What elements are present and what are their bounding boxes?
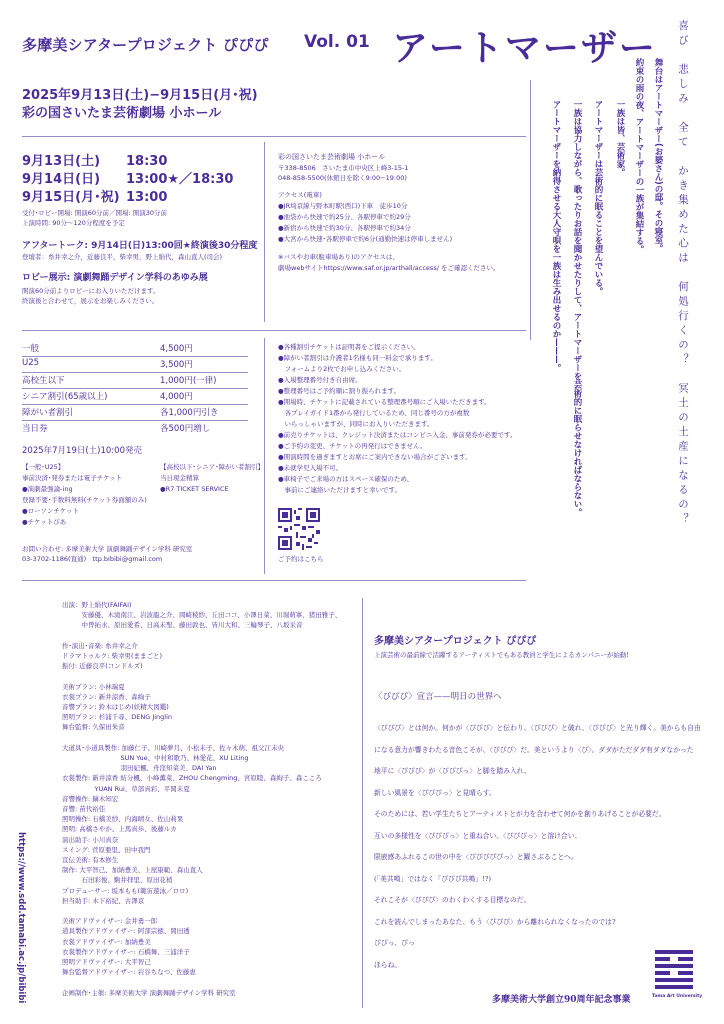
note-line: ●前売りチケットは、クレジット決済またはコンビニ入金、事前発券が必要です。: [278, 431, 517, 439]
credit-line: 出演：野上絹代(FAIFAI): [62, 601, 132, 609]
credit-line: 美術プラン: 小林瑞夏: [62, 682, 125, 691]
credit-line: 企画制作･主催: 多摩美術大学 演劇舞踊デザイン学科 研究室: [62, 988, 236, 997]
credit-line: 照明操作: 石橋美紗、内海晴女、佐山莉果: [62, 815, 184, 824]
performance-dates: 2025年9月13日(土)−9月15日(月･祝): [22, 88, 258, 103]
after-talk-guests: 登壇者：糸井幸之介，近藤良平，柴幸男，野上絹代，森山直人(司会): [22, 253, 223, 261]
credit-line: 作･演出･音楽: 糸井幸之介: [62, 641, 138, 650]
credit-line: 音響: 苗代裕佳: [62, 805, 106, 814]
sales-right-head: 【高校以下･シニア･障がい者割引】: [160, 463, 264, 471]
credit-line: 照明: 高橋さやか、上馬真歩、後藤ルカ: [62, 825, 177, 834]
credit-line: 制作: 大平智己、加納豊美、上屋康範、森山直人: [62, 866, 203, 875]
access-heading: アクセス(電車): [278, 191, 322, 199]
credit-line: 担当助手: 木下裕紀、古澤京: [62, 896, 145, 905]
manifesto-line: 互いの多様性を〈ぴぴぴっ〉と重ね合い、〈ぴぴぴっ〉と溶け合い、: [374, 831, 582, 840]
access-line: ●JR埼京線与野本町駅(西口)下車 徒歩10分: [278, 202, 408, 210]
ticket-link[interactable]: ●ローソンチケット: [22, 507, 79, 515]
access-venue: 彩の国さいたま芸術劇場 小ホール: [278, 153, 386, 161]
sales-line: 事前決済･発券または電子チケット: [22, 474, 123, 482]
sales-line: 登録不要･手数料無料(チケット券面額のみ): [22, 496, 147, 504]
after-talk: アフタートーク: 9月14日(日)13:00回★終演後30分程度: [22, 241, 258, 251]
schedule-note: 上演時間: 90分〜120分程度を予定: [22, 219, 125, 227]
lobby-note: 開演60分前よりロビーにお入りいただけます。: [22, 287, 160, 295]
divider: [362, 598, 363, 1008]
qr-caption: ご予約はこちら: [278, 555, 324, 563]
manifesto-line: そのためには、若い学生たちとアーティストとが力を合わせて何かを創りあげることが必要だ。: [374, 810, 666, 818]
access-note: 劇場webサイトhttps://www.saf.or.jp/arthall/access/ をご確認ください。: [278, 264, 500, 272]
footer-text: 多摩美術大学創立90周年記念事業: [492, 995, 631, 1005]
divider: [22, 136, 526, 137]
credit-line: プロデューサー: 坂本もも(範宙遊泳／ロロ): [62, 886, 189, 895]
manifesto-line: それこそが〈ぴぴぴ〉のわくわくする目標なのだ。: [374, 896, 531, 904]
price-row: 障がい者割引 各1,000円引き: [22, 408, 219, 418]
price-row: 高校生以下 1,000円(一律): [22, 376, 217, 386]
project-title: 多摩美シアタープロジェクト ぴぴぴ: [22, 36, 269, 54]
volume-number: Vol. 01: [304, 32, 370, 52]
university-logo-text: Tama Art University: [652, 994, 703, 999]
credit-line: 舞台監督: 久保田朱音: [62, 723, 125, 732]
ticket-link[interactable]: ●演劇最強論-ing: [22, 485, 73, 493]
credit-line: 照明アドヴァイザー: 大平智己: [62, 958, 151, 967]
price-rule: [22, 388, 248, 389]
access-tel: 048-858-5500(休館日を除く9:00−19:00): [278, 174, 407, 182]
divider: [530, 80, 531, 340]
lobby-note: 終演後と合わせて，展示をお楽しみください。: [22, 297, 159, 305]
credit-line: 音響操作: 鏑木知宏: [62, 794, 119, 803]
credit-line: 中曽拓水、原田愛希、日高未聖、藤田敦也、皆川大和、三輪琴子、八坂采音: [62, 621, 303, 630]
contact: お問い合わせ: 多摩美術大学 演劇舞踊デザイン学科 研究室: [22, 545, 193, 553]
price-rule: [22, 372, 248, 373]
manifesto-line: (「美共鳴」ではなく「ぴぴぴ共鳴」!?): [374, 874, 492, 883]
university-logo: [655, 950, 693, 992]
website-link[interactable]: https://www.sdd.tamabi.ac.jp/bibibi: [16, 832, 26, 1004]
note-line: 事前にご連絡いただけますと幸いです。: [278, 486, 401, 494]
price-row: 当日券 各500円増し: [22, 424, 211, 434]
credit-line: 道具製作アドヴァイザー: 阿部宗徳、岡田透: [62, 927, 190, 936]
credit-line: 衣裳製作アドヴァイザー: 石橋舞、三浦洋子: [62, 947, 190, 956]
story-column: 一族は皆、芸術家。: [615, 100, 625, 177]
note-line: ●各種割引チケットは証明書をご提示ください。: [278, 343, 420, 351]
note-line: ●開演時間を過ぎますとお席にご案内できない場合がございます。: [278, 453, 472, 461]
page-title: アートマーザー: [392, 27, 657, 69]
credit-line: 演出助手: 小川真奈: [62, 835, 119, 844]
story-column: アートマーザーは芸術的に眠ることを望んでいる。: [593, 100, 603, 296]
sales-left-head: 【一般･U25】: [22, 463, 65, 471]
note-line: 各プレイガイド1番から発行しているため、同じ番号の方が複数: [278, 409, 470, 417]
access-address: 〒338-8506 さいたま市中央区上峰3-15-1: [278, 164, 409, 172]
note-line: ●障がい者割引は介護者1名様も同一料金で承ります。: [278, 354, 437, 362]
credit-line: 舞台監督アドヴァイザー: 岩谷ちなつ、佐藤恵: [62, 968, 196, 977]
qr-code-icon[interactable]: [278, 508, 320, 550]
price-rule: [22, 404, 248, 405]
note-line: ●整理番号はご予約順に割り振られます。: [278, 387, 401, 395]
credit-line: スイング: 菅原亜里、田中我門: [62, 845, 151, 854]
notes-list: [278, 342, 516, 496]
credit-line: 衣裳製作: 新井涼香 紡分楓、小峰薫菜、ZHOU Chengming、宮原睦、森絢子、森こころ: [62, 774, 322, 783]
access-line: ●新宿から快速で約30分、各駅停車で約34分: [278, 224, 411, 232]
ticket-link[interactable]: ●チケットぴあ: [22, 518, 67, 526]
venue-name: 彩の国さいたま芸術劇場 小ホール: [22, 106, 222, 121]
credit-line: 羽田妃楓、舟窪知菜美、DAI Yan: [62, 764, 217, 773]
manifesto-sub: 上演芸術の最前線で活躍するアーティストでもある教員と学生によるカンパニーが始動!: [374, 651, 629, 659]
note-line: フォームより2枚でお申し込みください。: [278, 365, 406, 373]
access-note: ※バスやお車(駐車場あり)のアクセスは、: [278, 253, 399, 261]
credit-line: [62, 631, 341, 641]
credit-line: SUN Yue、中村和歌乃、林愛花、XU Liting: [62, 754, 249, 762]
credit-line: 衣裳プラン: 新井涼香、森絢子: [62, 692, 151, 701]
credit-line: [62, 977, 341, 987]
price-row: シニア割引(65歳以上) 4,000円: [22, 392, 193, 402]
story-column: アートマーザーを納得させる大人守唄を一族は生み出せるのか———。: [551, 100, 561, 372]
story-column: 約束の雨の夜、アートマーザーの一族が集結する。: [634, 58, 644, 254]
credit-line: ドラマトゥルク: 柴幸男(ままごと): [62, 652, 163, 660]
schedule-row: 9月13日(土) 18:30: [22, 154, 168, 169]
credit-line: [62, 906, 341, 916]
credit-line: 宣伝美術: 有本修生: [62, 856, 119, 865]
credit-line: 衣裳アドヴァイザー: 加納豊美: [62, 937, 151, 946]
credit-line: 安藤優、木滝南江、岩波龍之介、岡崎稜紗、丘田ココ、小澤日菜、川堀萌寧、猪田雅子、: [62, 611, 342, 620]
credits-list: [62, 600, 341, 998]
schedule-row: 9月14日(日) 13:00★／18:30: [22, 172, 234, 187]
manifesto-title: 〈ぴぴぴ〉宣言——明日の世界へ: [374, 692, 502, 702]
price-rule: [22, 356, 248, 357]
story-column: 一族は協力しながら、歌ったりお話を聞かせたりして、アートマーザーを芸術的に眠らせなければならない。: [572, 100, 582, 517]
note-line: ●入場整理番号付き自由席。: [278, 376, 362, 384]
story-column: 舞台はアートマーザー(お婆さん)の邸。その寝室。: [653, 58, 663, 253]
price-row: 一般 4,500円: [22, 344, 193, 354]
credit-line: [62, 733, 341, 743]
credit-line: 音響プラン: 鈴木はじめ(妖精大図鑑): [62, 703, 169, 711]
credit-line: [62, 671, 341, 681]
divider: [264, 338, 265, 574]
credit-line: 照明プラン: 杉浦千尋、DENG Jinglin: [62, 713, 173, 722]
manifesto-line: 〈ぴぴぴ〉とは何か。何かが〈ぴぴぴ〉と伝わり、〈ぴぴぴ〉と破れ、〈ぴぴぴ〉と光り輝く。美からも自由: [374, 724, 701, 732]
note-line: ●ご予約の変更、チケットの再発行はできません。: [278, 442, 427, 450]
credit-line: 大道具･小道具製作: 加藤仁子、川崎夢月、小松未子、佐々木萌、祖父江未央: [62, 743, 285, 752]
divider: [22, 330, 526, 331]
manifesto-line: になる意力が響きわたる音色こそが、〈ぴぴぴ〉だ。美というより〈ぴ〉。ダダがただダダ有ダダなかった: [374, 745, 694, 754]
manifesto-line: 地平に〈ぴぴぴ〉が〈ぴぴぴっ〉と脚を踏み入れ、: [374, 767, 531, 775]
contact: 03-3702-1186(直通) ttp.bibibi@gmail.com: [22, 555, 163, 563]
manifesto-heading: 多摩美シアタープロジェクト ぴぴぴ: [374, 636, 537, 647]
price-rule: [22, 420, 248, 421]
manifesto-line: ぴぴっ、ぴっ: [374, 939, 415, 947]
credit-line: 美術アドヴァイザー: 金井勇一郎: [62, 917, 158, 926]
note-line: ●開場時、チケットに記載されている整理番号順にご入場いただきます。: [278, 398, 491, 406]
price-row: U25 3,500円: [22, 358, 193, 370]
manifesto-line: 新しい風景を〈ぴぴぴっ〉と見晴らす。: [374, 788, 496, 797]
divider: [264, 142, 265, 322]
sales-line: 当日現金精算: [160, 474, 199, 482]
manifesto-line: ほらね。: [374, 960, 402, 969]
credit-line: 振付: 近藤良平(コンドルズ): [62, 662, 143, 671]
note-line: いらっしゃいますが、同時にお入りいただきます。: [278, 420, 434, 428]
manifesto-line: これを読んでしまったあなた、もう〈ぴぴぴ〉から離れられなくなったのでは?: [374, 917, 616, 926]
access-line: ●池袋から快速で約25分、各駅停車で約29分: [278, 213, 411, 221]
manifesto-body: [374, 718, 701, 976]
lobby-exhibit: ロビー展示: 演劇舞踊デザイン学科のあゆみ展: [22, 273, 208, 283]
sales-date: 2025年7月19日(土)10:00発売: [22, 446, 142, 456]
ticket-link[interactable]: ●R7 TICKET SERVICE: [160, 485, 229, 493]
manifesto-line: 限嵌感あふれるこの世の中を〈ぴぴぴぴぴっ〉と躍さぶることへ。: [374, 853, 578, 861]
schedule-row: 9月15日(月･祝) 13:00: [22, 190, 168, 205]
poem-column: 喜び 悲しみ 全て かき集めた心は 何処行くの？ 冥土の土産になるの？: [677, 20, 689, 528]
note-line: ●未就学児入場不可。: [278, 464, 343, 472]
schedule-note: 受付･ロビー開場: 開演60分前／開場: 開演30分前: [22, 209, 168, 217]
credit-line: YUAN Rui、草部真彩、平岡未夏: [62, 784, 190, 793]
credit-line: 石田彩俊、駒井拝里、原田花梢: [62, 876, 173, 885]
note-line: ●車椅子でご来場の方はスペース確保のため、: [278, 475, 414, 483]
divider: [22, 580, 526, 581]
access-line: ●大宮から快速･各駅停車で約6分(通勤快速は停車しません): [278, 235, 453, 243]
